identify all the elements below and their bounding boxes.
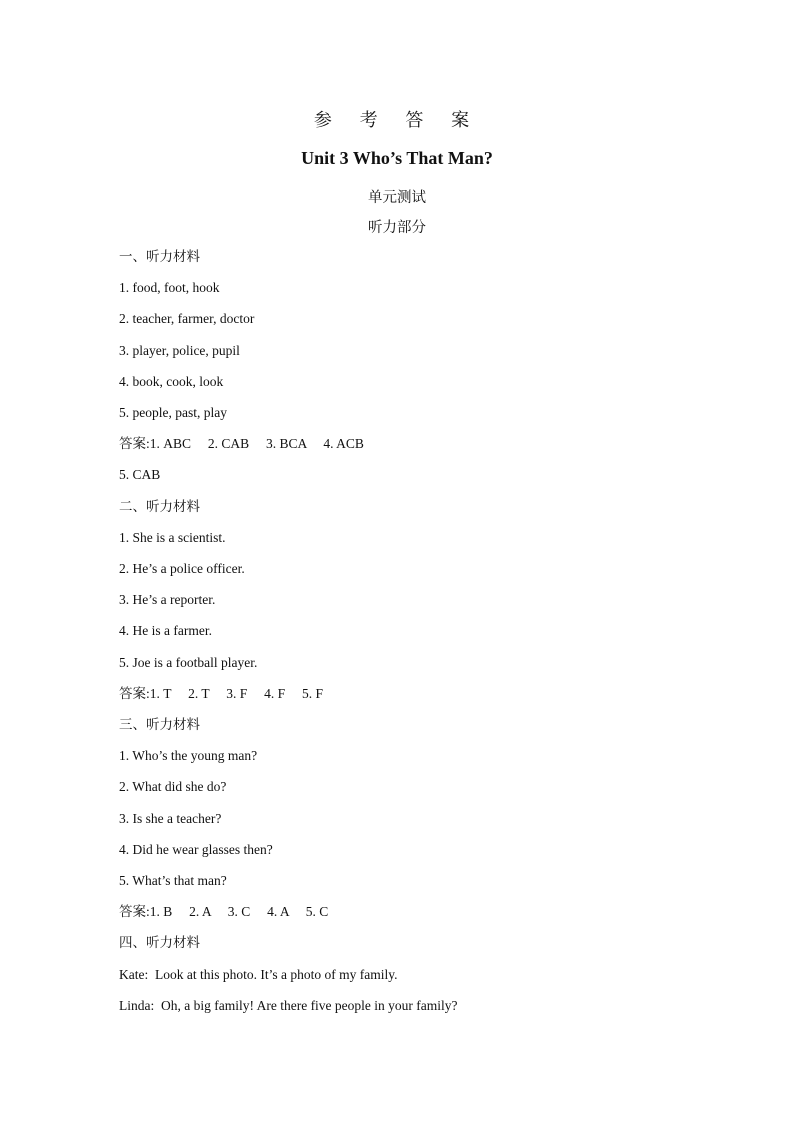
text-line: 4. book, cook, look xyxy=(119,373,224,389)
text-line: 2. teacher, farmer, doctor xyxy=(119,311,255,327)
text-line: 4. Did he wear glasses then? xyxy=(119,841,273,857)
answer-line: 答案:1. T 2. T 3. F 4. F 5. F xyxy=(119,685,324,701)
section-heading: 二、听力材料 xyxy=(119,498,200,515)
text-line: 1. Who’s the young man? xyxy=(119,748,258,764)
section-heading: 一、听力材料 xyxy=(119,249,200,265)
unit-title: Unit 3 Who’s That Man? xyxy=(301,148,493,168)
answer-line: 答案:1. ABC 2. CAB 3. BCA 4. ACB xyxy=(119,436,364,452)
text-line: 5. What’s that man? xyxy=(119,873,227,888)
section-heading: 三、听力材料 xyxy=(119,717,200,733)
page-title: 参 考 答 案 xyxy=(313,110,481,131)
text-line: Kate: Look at this photo. It’s a photo of my family. xyxy=(119,966,398,982)
test-label: 单元测试 xyxy=(368,190,426,206)
text-line: 5. Joe is a football player. xyxy=(119,654,258,670)
text-line: 2. What did she do? xyxy=(119,779,227,795)
text-line: 3. player, police, pupil xyxy=(119,342,240,358)
section-heading: 四、听力材料 xyxy=(119,935,200,952)
text-line: 5. CAB xyxy=(119,467,161,483)
text-line: 4. He is a farmer. xyxy=(119,623,212,639)
answer-line: 答案:1. B 2. A 3. C 4. A 5. C xyxy=(119,904,329,920)
text-line: 3. Is she a teacher? xyxy=(119,810,222,826)
text-line: 3. He’s a reporter. xyxy=(119,592,216,608)
text-line: 2. He’s a police officer. xyxy=(119,561,245,576)
text-line: 5. people, past, play xyxy=(119,405,227,420)
text-line: 1. food, foot, hook xyxy=(119,280,220,296)
text-line: Linda: Oh, a big family! Are there five people in your family? xyxy=(119,997,458,1013)
text-line: 1. She is a scientist. xyxy=(119,529,226,545)
section-label: 听力部分 xyxy=(368,220,426,236)
